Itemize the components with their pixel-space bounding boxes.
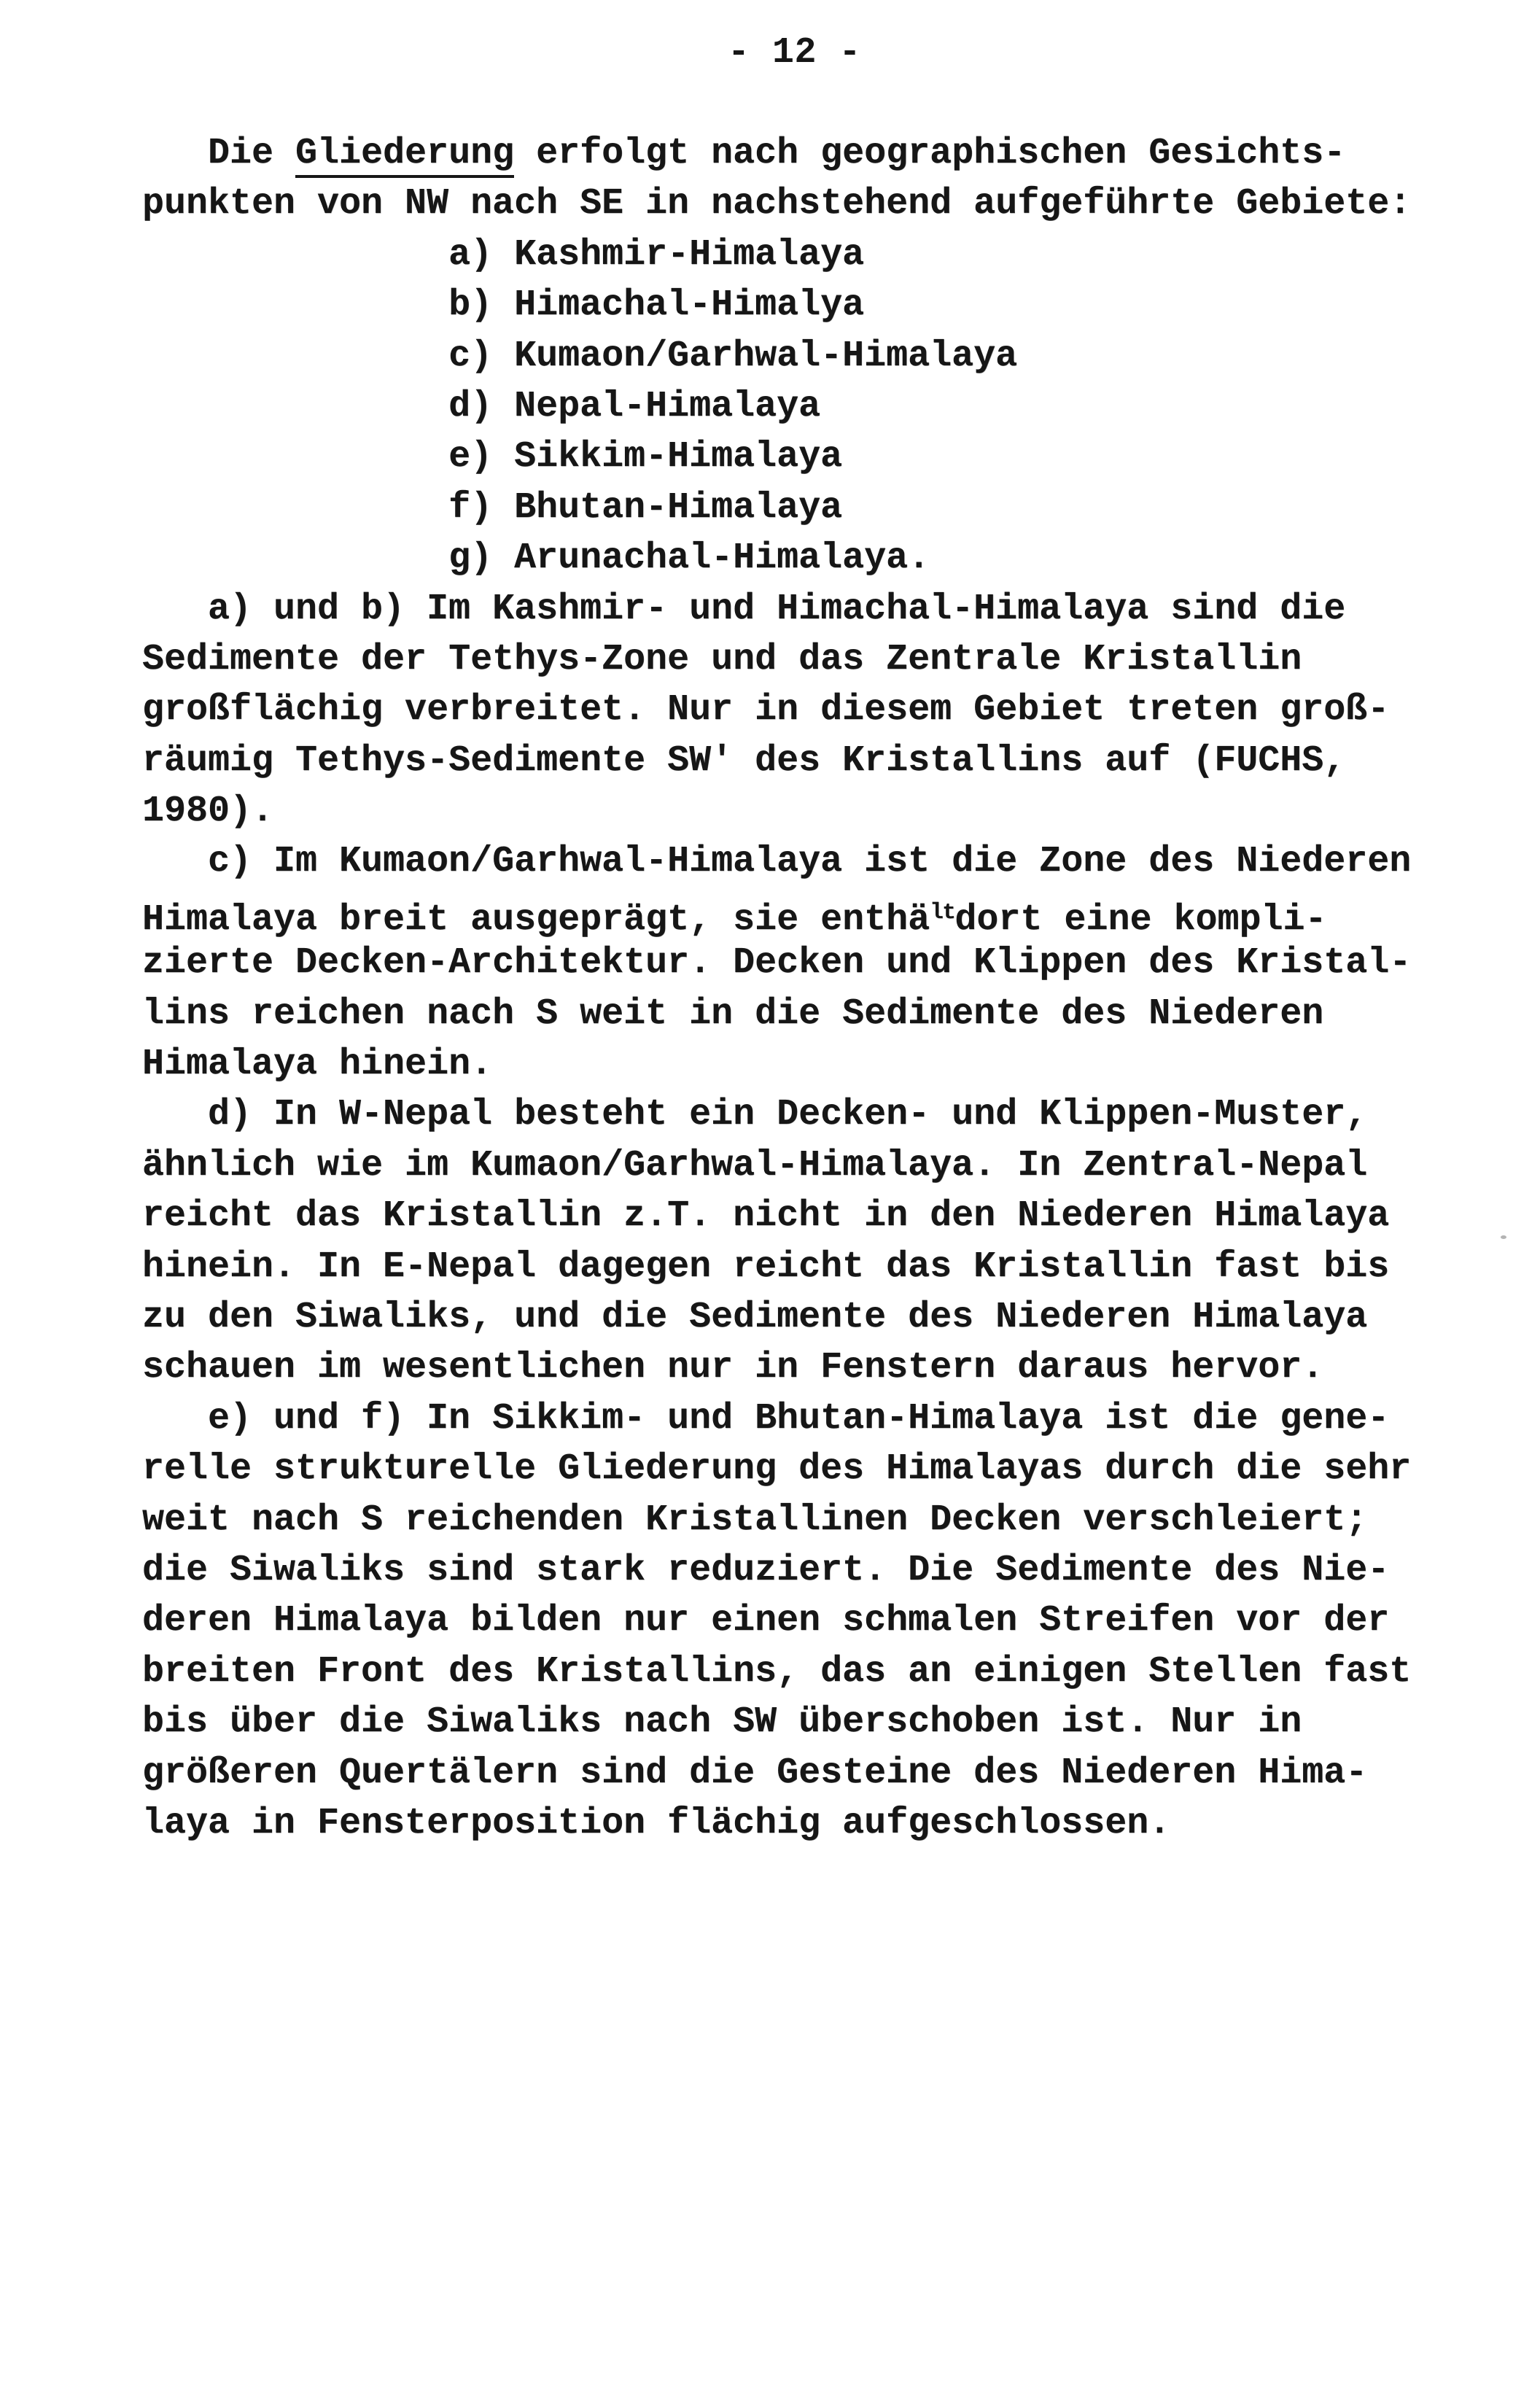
text-segment: a) und b) Im Kashmir- und Himachal-Himalaya sind die xyxy=(208,588,1346,630)
text-line xyxy=(142,1191,1455,1241)
text-segment: c) Im Kumaon/Garhwal-Himalaya ist die Zone des Niederen xyxy=(208,841,1412,883)
text-segment: zierte Decken-Architektur. Decken und Klippen des Kristal- xyxy=(142,942,1412,985)
text-segment: Himalaya hinein. xyxy=(142,1044,493,1086)
text-segment: c) Kumaon/Garhwal-Himalaya xyxy=(448,335,1018,377)
text-line xyxy=(142,432,1455,482)
text-line xyxy=(142,836,1455,887)
text-segment: bis über die Siwaliks nach SW überschoben ist. Nur in xyxy=(142,1701,1302,1744)
text-segment: reicht das Kristallin z.T. nicht in den Niederen Himalaya xyxy=(142,1195,1390,1238)
text-segment: großflächig verbreitet. Nur in diesem Gebiet treten groß- xyxy=(142,689,1390,731)
text-segment: g) Arunachal-Himalaya. xyxy=(448,537,930,580)
text-line xyxy=(142,483,1455,533)
text-line xyxy=(142,1039,1455,1090)
text-segment: räumig Tethys-Sedimente SW' des Kristallins auf (FUCHS, xyxy=(142,739,1346,782)
text-line xyxy=(142,1545,1455,1596)
text-segment: b) Himachal-Himalya xyxy=(448,284,865,327)
text-line xyxy=(142,381,1455,432)
text-line xyxy=(142,736,1455,786)
text-segment: Sedimente der Tethys-Zone und das Zentrale Kristallin xyxy=(142,638,1302,680)
text-segment: breiten Front des Kristallins, das an einigen Stellen fast xyxy=(142,1650,1412,1693)
text-segment: d) Nepal-Himalaya xyxy=(448,385,821,427)
text-segment: e) und f) In Sikkim- und Bhutan-Himalaya ist die gene- xyxy=(208,1397,1390,1440)
text-line xyxy=(142,1444,1455,1494)
text-segment: erfolgt nach geographischen Gesichts- xyxy=(514,133,1346,174)
text-line xyxy=(142,533,1455,583)
text-segment: Himalaya breit ausgeprägt, sie enthä xyxy=(142,898,930,941)
text-segment: schauen im wesentlichen nur in Fenstern daraus hervor. xyxy=(142,1347,1324,1389)
text-segment: zu den Siwaliks, und die Sedimente des Niederen Himalaya xyxy=(142,1296,1368,1338)
text-line xyxy=(142,128,1455,179)
text-line xyxy=(142,1141,1455,1191)
text-line xyxy=(142,888,1455,941)
text-segment: weit nach S reichenden Kristallinen Decken verschleiert; xyxy=(142,1499,1368,1541)
text-line xyxy=(142,1292,1455,1343)
text-segment: größeren Quertälern sind die Gesteine des Niederen Hima- xyxy=(142,1752,1368,1794)
text-line xyxy=(142,1748,1455,1798)
text-line xyxy=(142,1242,1455,1292)
text-segment: deren Himalaya bilden nur einen schmalen Streifen vor der xyxy=(142,1600,1390,1642)
text-segment: ähnlich wie im Kumaon/Garhwal-Himalaya. In Zentral-Nepal xyxy=(142,1144,1368,1187)
text-segment: dort eine kompli- xyxy=(954,898,1327,941)
text-line xyxy=(142,1090,1455,1140)
text-segment: f) Bhutan-Himalaya xyxy=(448,486,843,529)
scan-artifact xyxy=(1501,1235,1506,1239)
text-line xyxy=(142,685,1455,735)
text-line xyxy=(142,786,1455,836)
text-segment: e) Sikkim-Himalaya xyxy=(448,436,843,478)
page-number: - 12 - xyxy=(728,32,862,74)
text-segment: a) Kashmir-Himalaya xyxy=(448,233,865,276)
text-line xyxy=(142,1343,1455,1393)
text-segment: hinein. In E-Nepal dagegen reicht das Kristallin fast bis xyxy=(142,1246,1390,1288)
text-line xyxy=(142,1596,1455,1646)
text-line xyxy=(142,230,1455,280)
text-segment: d) In W-Nepal besteht ein Decken- und Klippen-Muster, xyxy=(208,1094,1368,1136)
text-segment: 1980). xyxy=(142,791,274,833)
text-line xyxy=(142,938,1455,988)
text-line xyxy=(142,331,1455,381)
text-segment: laya in Fensterposition flächig aufgeschlossen. xyxy=(142,1802,1171,1844)
body-text xyxy=(142,128,1455,1849)
text-line xyxy=(142,634,1455,685)
text-line xyxy=(142,1495,1455,1545)
text-segment: Die xyxy=(208,133,296,174)
superscript-correction: lt xyxy=(930,899,955,925)
text-line xyxy=(142,1647,1455,1697)
text-line xyxy=(142,1798,1455,1849)
text-line xyxy=(142,280,1455,330)
text-line xyxy=(142,584,1455,634)
text-line xyxy=(142,1697,1455,1747)
text-line xyxy=(142,989,1455,1039)
text-segment: lins reichen nach S weit in die Sedimente des Niederen xyxy=(142,993,1324,1035)
text-segment: die Siwaliks sind stark reduziert. Die Sedimente des Nie- xyxy=(142,1549,1390,1591)
text-segment: punkten von NW nach SE in nachstehend aufgeführte Gebiete: xyxy=(142,183,1412,225)
underlined-text: Gliederung xyxy=(295,133,514,178)
text-line xyxy=(142,1394,1455,1444)
text-segment: relle strukturelle Gliederung des Himalayas durch die sehr xyxy=(142,1448,1412,1491)
text-line xyxy=(142,179,1455,229)
